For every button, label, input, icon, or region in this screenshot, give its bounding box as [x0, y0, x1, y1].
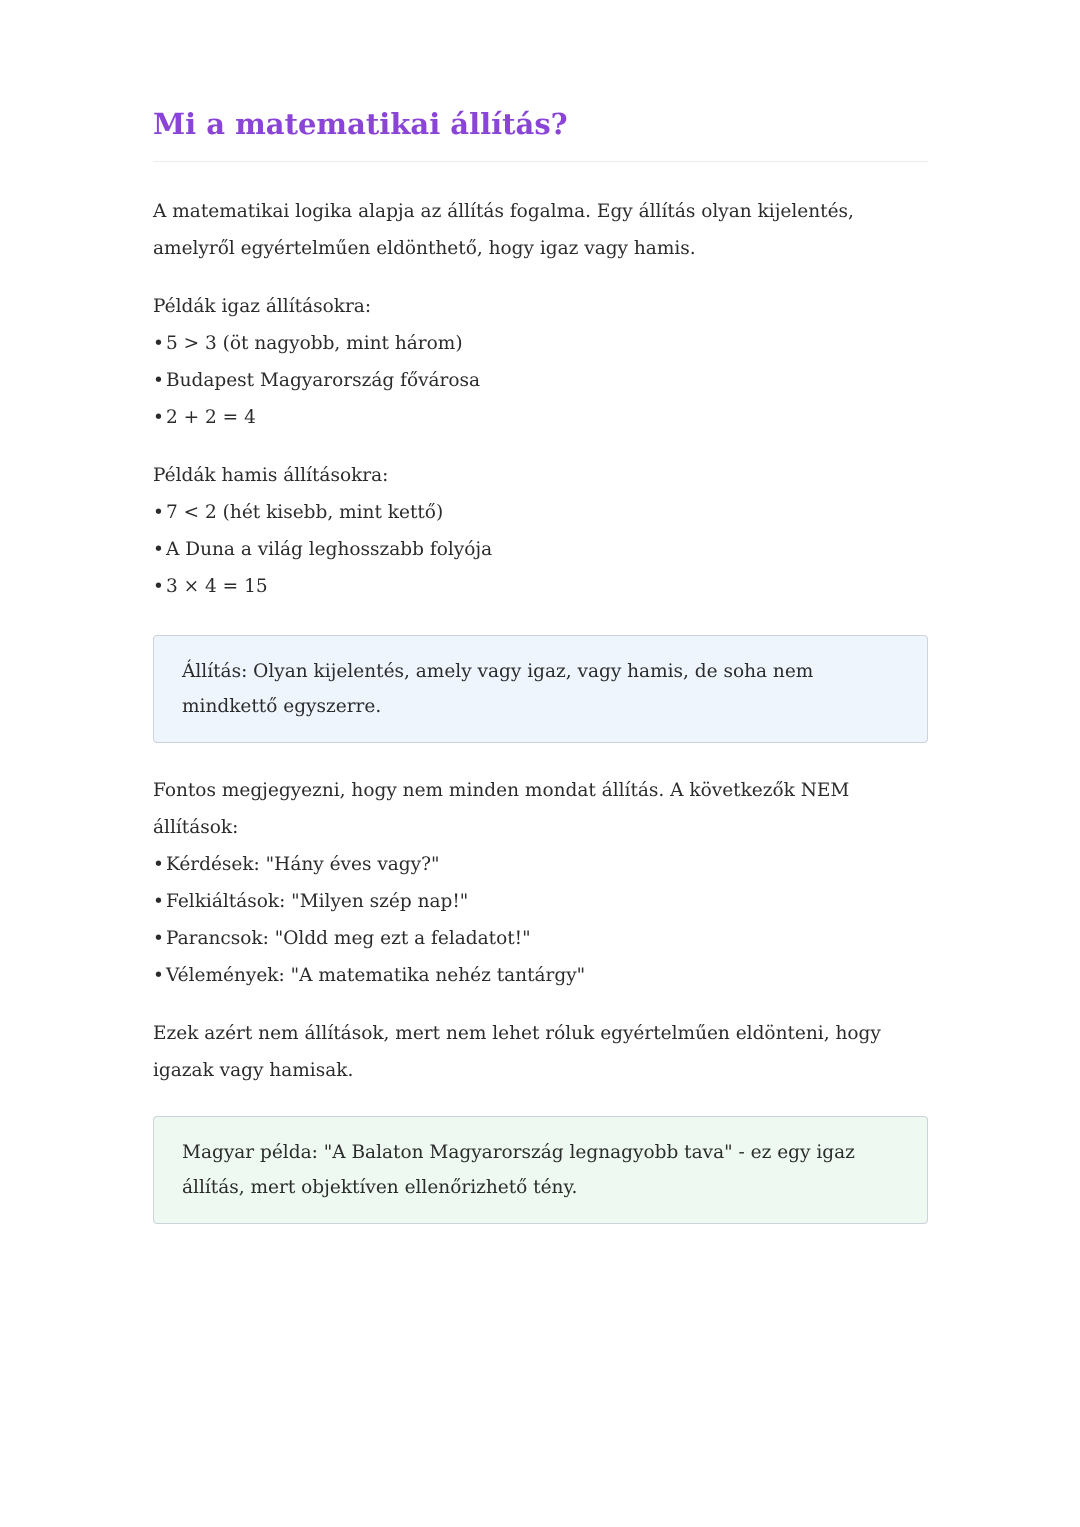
false-examples-list	[153, 494, 928, 605]
false-examples-label: Példák hamis állításokra:	[153, 465, 389, 486]
non-statements-label: Fontos megjegyezni, hogy nem minden mondat állítás. A következők NEM állítások:	[153, 780, 850, 838]
non-statements-section	[153, 772, 928, 994]
list-item: • 5 > 3 (öt nagyobb, mint három)	[153, 325, 928, 362]
definition-callout	[153, 635, 928, 743]
true-examples-section	[153, 288, 928, 436]
true-examples-label: Példák igaz állításokra:	[153, 296, 372, 317]
document-page	[153, 104, 928, 1224]
list-item: • Parancsok: "Oldd meg ezt a feladatot!"	[153, 920, 928, 957]
list-item: • Vélemények: "A matematika nehéz tantárgy"	[153, 957, 928, 994]
title-divider	[153, 161, 928, 162]
non-statements-list	[153, 846, 928, 994]
intro-paragraph: A matematikai logika alapja az állítás fogalma. Egy állítás olyan kijelentés, amelyről egyértelműen eldönthető, hogy igaz vagy hamis.	[153, 201, 854, 259]
list-item: • Felkiáltások: "Milyen szép nap!"	[153, 883, 928, 920]
list-item: • 3 × 4 = 15	[153, 568, 928, 605]
list-item: • 7 < 2 (hét kisebb, mint kettő)	[153, 494, 928, 531]
explanation-paragraph: Ezek azért nem állítások, mert nem lehet róluk egyértelműen eldönteni, hogy igazak vagy hamisak.	[153, 1023, 881, 1081]
definition-text: Állítás: Olyan kijelentés, amely vagy igaz, vagy hamis, de soha nem mindkettő egyszerre.	[182, 661, 814, 717]
true-examples-list	[153, 325, 928, 436]
page-title: Mi a matematikai állítás?	[153, 107, 568, 141]
example-callout	[153, 1116, 928, 1224]
list-item: • Budapest Magyarország fővárosa	[153, 362, 928, 399]
list-item: • A Duna a világ leghosszabb folyója	[153, 531, 928, 568]
example-text: Magyar példa: "A Balaton Magyarország legnagyobb tava" - ez egy igaz állítás, mert objektíven ellenőrizhető tény.	[182, 1142, 855, 1198]
false-examples-section	[153, 457, 928, 605]
list-item: • 2 + 2 = 4	[153, 399, 928, 436]
list-item: • Kérdések: "Hány éves vagy?"	[153, 846, 928, 883]
